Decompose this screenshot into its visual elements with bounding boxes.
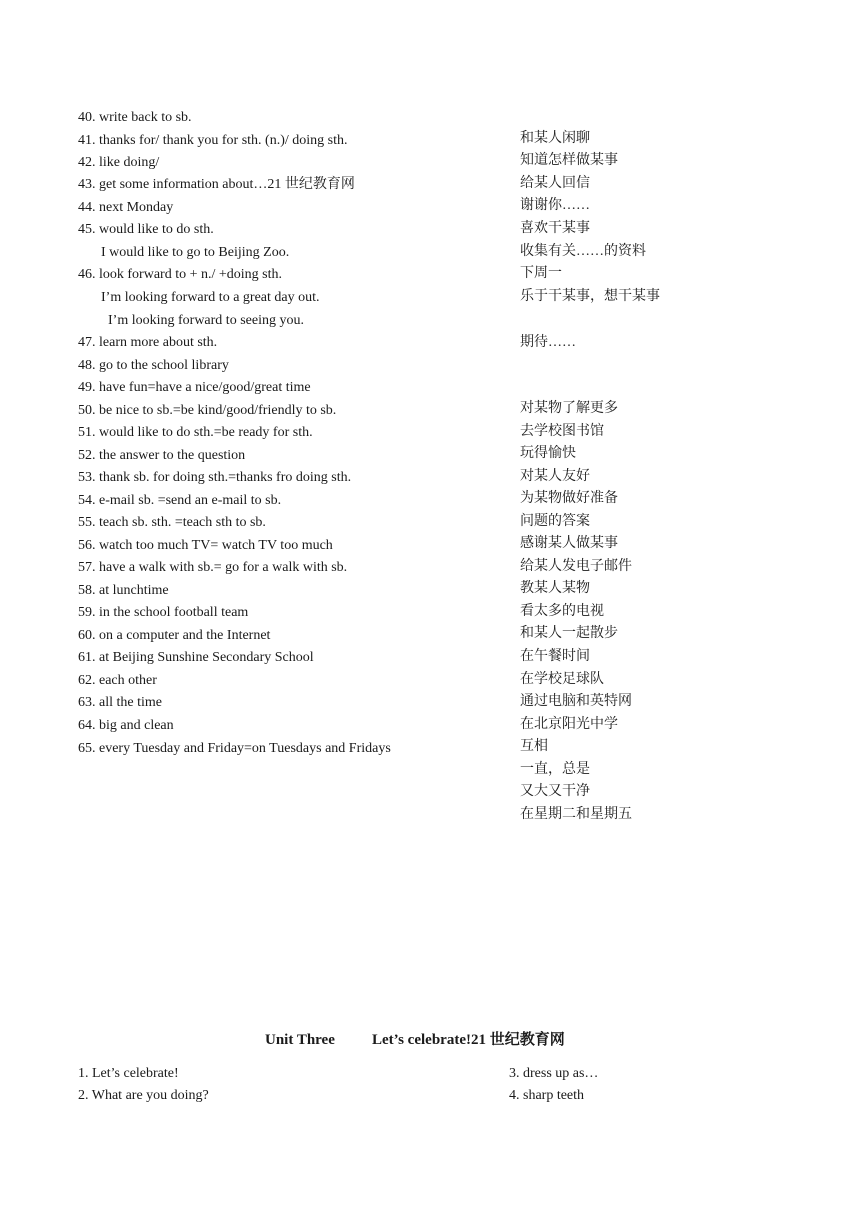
phrase-42: 42. like doing/ <box>78 155 160 170</box>
translation-4: 谢谢你…… <box>520 198 590 213</box>
phrase-45: 45. would like to do sth. <box>78 222 214 237</box>
unit-item-2: 2. What are you doing? <box>78 1088 209 1103</box>
phrase-59: 59. in the school football team <box>78 605 249 620</box>
example-46-b: I’m looking forward to seeing you. <box>108 313 304 328</box>
translation-16: 感谢某人做某事 <box>520 536 618 551</box>
translation-10: 对某物了解更多 <box>520 401 618 416</box>
translation-22: 在学校足球队 <box>520 672 604 687</box>
phrase-62: 62. each other <box>78 673 157 688</box>
translation-21: 在午餐时间 <box>520 649 590 664</box>
translation-6: 收集有关……的资料 <box>520 244 646 259</box>
phrase-58: 58. at lunchtime <box>78 583 169 598</box>
phrase-48: 48. go to the school library <box>78 358 229 373</box>
translation-12: 玩得愉快 <box>520 446 576 461</box>
phrase-65: 65. every Tuesday and Friday=on Tuesdays and Fridays <box>78 741 391 756</box>
phrase-54: 54. e-mail sb. =send an e-mail to sb. <box>78 493 282 508</box>
example-46-a: I’m looking forward to a great day out. <box>101 290 320 305</box>
phrase-46: 46. look forward to + n./ +doing sth. <box>78 267 282 282</box>
translation-2: 知道怎样做某事 <box>520 153 618 168</box>
translation-17: 给某人发电子邮件 <box>520 559 632 574</box>
unit-title-number: Unit Three <box>265 1032 335 1048</box>
translation-7: 下周一 <box>520 266 562 281</box>
phrase-41: 41. thanks for/ thank you for sth. (n.)/ doing sth. <box>78 133 348 148</box>
translation-20: 和某人一起散步 <box>520 626 618 641</box>
translation-15: 问题的答案 <box>520 514 590 529</box>
unit-title-name: Let’s celebrate!21 世纪教育网 <box>372 1032 565 1048</box>
phrase-57: 57. have a walk with sb.= go for a walk with sb. <box>78 560 348 575</box>
phrase-44: 44. next Monday <box>78 200 174 215</box>
phrase-47: 47. learn more about sth. <box>78 335 218 350</box>
translation-28: 在星期二和星期五 <box>520 807 632 822</box>
translation-27: 又大又干净 <box>520 784 590 799</box>
phrase-64: 64. big and clean <box>78 718 174 733</box>
translation-8: 乐于干某事，想干某事 <box>520 289 660 304</box>
translation-9: 期待…… <box>520 335 576 350</box>
translation-26: 一直，总是 <box>520 762 590 777</box>
phrase-51: 51. would like to do sth.=be ready for sth. <box>78 425 313 440</box>
unit-item-1: 1. Let’s celebrate! <box>78 1066 179 1081</box>
unit-item-3: 3. dress up as… <box>509 1066 599 1081</box>
unit-item-4: 4. sharp teeth <box>509 1088 585 1103</box>
translation-3: 给某人回信 <box>520 176 590 191</box>
translation-25: 互相 <box>520 739 548 754</box>
translation-18: 教某人某物 <box>520 581 590 596</box>
phrase-50: 50. be nice to sb.=be kind/good/friendly to sb. <box>78 403 337 418</box>
translation-19: 看太多的电视 <box>520 604 604 619</box>
phrase-56: 56. watch too much TV= watch TV too much <box>78 538 333 553</box>
phrase-52: 52. the answer to the question <box>78 448 246 463</box>
translation-1: 和某人闲聊 <box>520 131 590 146</box>
translation-23: 通过电脑和英特网 <box>520 694 632 709</box>
example-45: I would like to go to Beijing Zoo. <box>101 245 290 260</box>
translation-13: 对某人友好 <box>520 469 590 484</box>
translation-11: 去学校图书馆 <box>520 424 604 439</box>
phrase-63: 63. all the time <box>78 695 162 710</box>
phrase-40: 40. write back to sb. <box>78 110 192 125</box>
translation-5: 喜欢干某事 <box>520 221 590 236</box>
translation-14: 为某物做好准备 <box>520 491 618 506</box>
translation-24: 在北京阳光中学 <box>520 717 618 732</box>
phrase-61: 61. at Beijing Sunshine Secondary School <box>78 650 314 665</box>
phrase-49: 49. have fun=have a nice/good/great time <box>78 380 311 395</box>
phrase-53: 53. thank sb. for doing sth.=thanks fro doing sth. <box>78 470 352 485</box>
phrase-60: 60. on a computer and the Internet <box>78 628 271 643</box>
phrase-55: 55. teach sb. sth. =teach sth to sb. <box>78 515 266 530</box>
phrase-43: 43. get some information about…21 世纪教育网 <box>78 177 355 192</box>
